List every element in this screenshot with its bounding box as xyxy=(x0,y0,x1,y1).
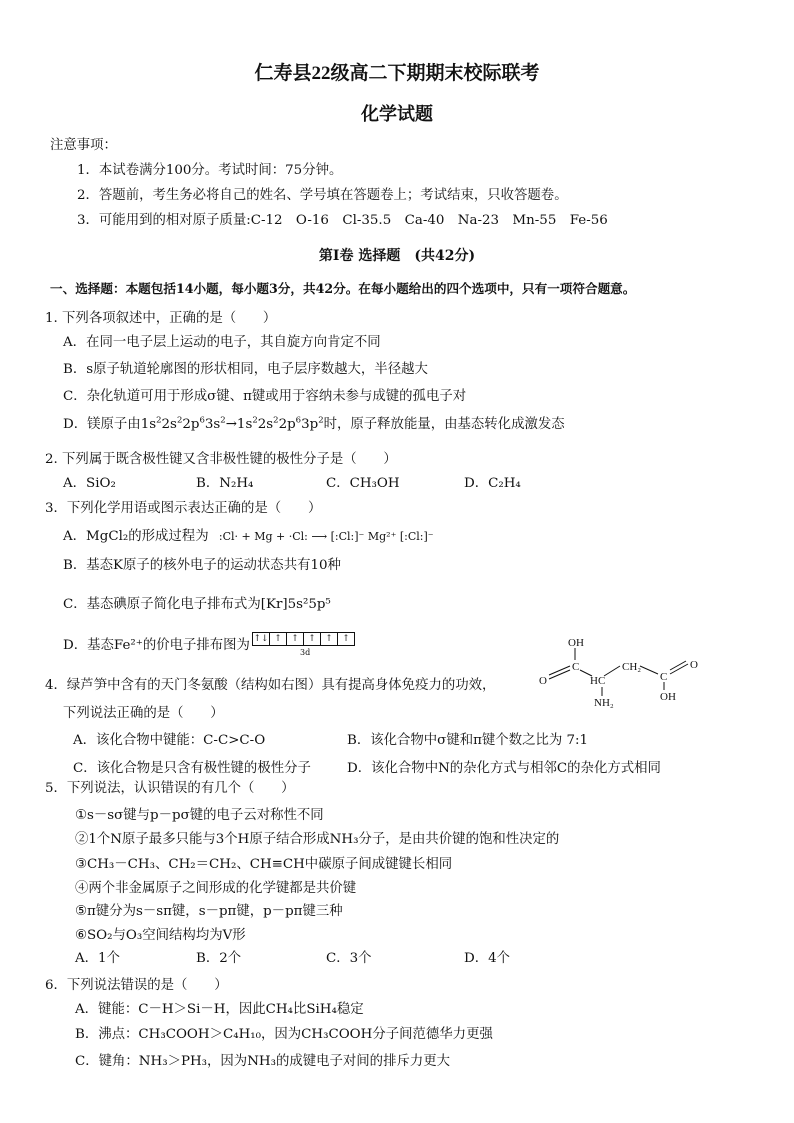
mgcl2-formation-formula: :Cl· + Mg + ·Cl: ⟶ [:Cl:]⁻ Mg²⁺ [:Cl:]⁻ xyxy=(218,530,434,543)
q6-option-b: B．沸点：CH₃COOH＞C₄H₁₀，因为CH₃COOH分子间范德华力更强 xyxy=(75,1027,493,1042)
mg-config-formula: $1s^22s^22p^63s^2\to 1s^22s^22p^63p^2$ xyxy=(140,415,324,432)
q4-stem: 4．绿芦笋中含有的天门冬氨酸（结构如右图）具有提高身体免疫力的功效， xyxy=(45,678,496,693)
struct-label: OH xyxy=(660,691,676,703)
q3-a-prefix: A．MgCl₂的形成过程为 xyxy=(63,529,209,544)
q3-option-c: C．基态碘原子简化电子排布式为[Kr]5s²5p⁵ xyxy=(63,597,331,612)
q2-option-d: D．C₂H₄ xyxy=(464,476,521,491)
note-item: 1．本试卷满分100分。考试时间：75分钟。 xyxy=(77,163,343,178)
q5-option-c: C．3个 xyxy=(326,951,372,966)
orbital-label: 3d xyxy=(300,648,311,657)
q3-option-d: D．基态Fe²⁺的价电子排布图为 xyxy=(63,638,250,653)
orbital-box: ↑ xyxy=(269,632,287,646)
q6-option-a: A．键能：C－H＞Si－H，因此CH₄比SiH₄稳定 xyxy=(75,1002,364,1017)
note-item: 3．可能用到的相对原子质量:C-12 O-16 Cl-35.5 Ca-40 Na-23 Mn-55 Fe-56 xyxy=(77,213,608,228)
q4-substem: 下列说法正确的是（ ） xyxy=(63,706,224,721)
note-item: 2．答题前，考生务必将自己的姓名、学号填在答题卷上；考试结束，只收答题卷。 xyxy=(77,188,568,203)
q3-option-b: B．基态K原子的核外电子的运动状态共有10种 xyxy=(63,558,341,573)
notes-heading: 注意事项： xyxy=(50,138,117,153)
section-instruction: 一、选择题：本题包括14小题，每小题3分，共42分。在每小题给出的四个选项中，只有一项符合题意。 xyxy=(50,281,636,296)
aspartic-acid-structure xyxy=(534,632,714,712)
orbital-box: ↑ xyxy=(286,632,304,646)
q4-option-a: A．该化合物中键能：C-C>C-O xyxy=(73,733,266,748)
orbital-box: ↑ xyxy=(303,632,321,646)
q5-item: ③CH₃－CH₃、CH₂＝CH₂、CH≡CH中碳原子间成键键长相同 xyxy=(75,857,453,872)
q2-stem: 2. 下列属于既含极性键又含非极性键的极性分子是（ ） xyxy=(45,452,397,467)
q3-stem: 3．下列化学用语或图示表达正确的是（ ） xyxy=(45,501,322,516)
q1-option-c: C．杂化轨道可用于形成σ键、π键或用于容纳未参与成键的孤电子对 xyxy=(63,389,467,404)
q5-stem: 5．下列说法，认识错误的有几个（ ） xyxy=(45,781,295,796)
q5-option-b: B．2个 xyxy=(196,951,242,966)
q1-d-suffix: 时，原子释放能量，由基态转化成激发态 xyxy=(323,417,565,432)
orbital-box: ↑ xyxy=(320,632,338,646)
struct-label: CH₂ xyxy=(622,661,642,673)
q3-option-a xyxy=(63,528,434,546)
fe2-orbital-diagram xyxy=(253,632,355,646)
q4-option-b: B．该化合物中σ键和π键个数之比为 7:1 xyxy=(347,733,589,748)
q5-item: ②1个N原子最多只能与3个H原子结合形成NH₃分子，是由共价键的饱和性决定的 xyxy=(75,832,560,847)
q1-stem: 1. 下列各项叙述中，正确的是（ ） xyxy=(45,311,277,326)
q4-option-d: D．该化合物中N的杂化方式与相邻C的杂化方式相同 xyxy=(347,761,661,776)
q5-item: ⑤π键分为s－sπ键，s－pπ键，p－pπ键三种 xyxy=(75,904,343,919)
q1-d-prefix: D．镁原子由 xyxy=(63,417,141,432)
subject-title: 化学试题 xyxy=(361,104,433,124)
q6-stem: 6．下列说法错误的是（ ） xyxy=(45,978,228,993)
struct-label: C xyxy=(572,661,580,673)
q2-option-c: C．CH₃OH xyxy=(326,476,400,491)
orbital-box: ↑ xyxy=(337,632,355,646)
section-title: 第Ⅰ卷 选择题 (共42分) xyxy=(318,248,476,264)
q5-option-a: A．1个 xyxy=(75,951,120,966)
struct-label: O xyxy=(690,659,698,671)
q1-option-d xyxy=(63,416,565,434)
q2-option-a: A．SiO₂ xyxy=(63,476,116,491)
q2-option-b: B．N₂H₄ xyxy=(196,476,254,491)
q1-option-a: A．在同一电子层上运动的电子，其自旋方向肯定不同 xyxy=(63,335,381,350)
q5-item: ⑥SO₂与O₃空间结构均为V形 xyxy=(75,928,246,943)
orbital-box: ↑↓ xyxy=(253,634,269,644)
struct-label: NH₂ xyxy=(594,697,614,709)
struct-label: OH xyxy=(568,637,584,649)
struct-label: C xyxy=(660,671,668,683)
q6-option-c: C．键角：NH₃＞PH₃，因为NH₃的成键电子对间的排斥力更大 xyxy=(75,1054,451,1069)
struct-label: HC xyxy=(590,675,606,687)
q4-option-c: C．该化合物是只含有极性键的极性分子 xyxy=(73,761,311,776)
q1-option-b: B．s原子轨道轮廓图的形状相同，电子层序数越大，半径越大 xyxy=(63,362,428,377)
exam-title: 仁寿县22级高二下期期末校际联考 xyxy=(254,63,540,84)
q5-option-d: D．4个 xyxy=(464,951,511,966)
q5-item: ④两个非金属原子之间形成的化学键都是共价键 xyxy=(75,881,357,896)
struct-label: O xyxy=(539,675,547,687)
q5-item: ①s－sσ键与p－pσ键的电子云对称性不同 xyxy=(75,808,324,823)
